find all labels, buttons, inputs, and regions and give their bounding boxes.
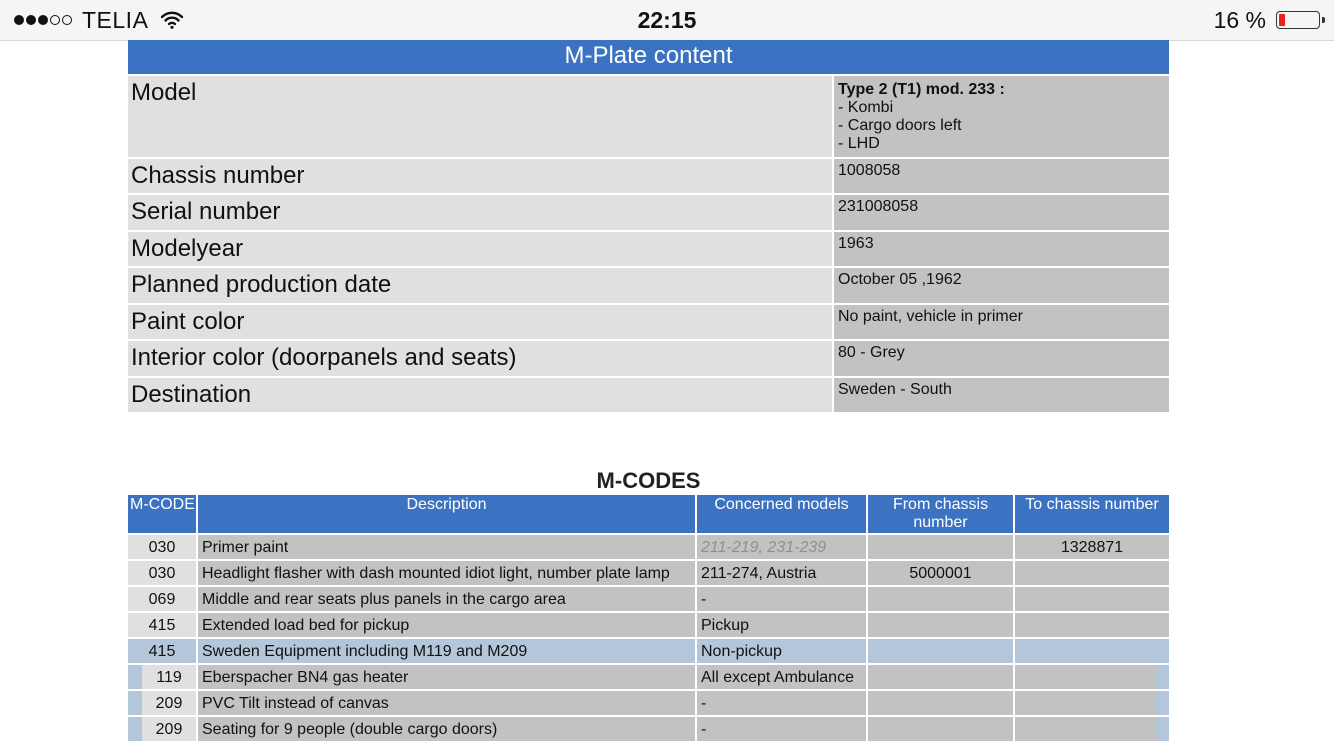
- from-chassis-cell: [868, 587, 1013, 611]
- plate-row-chassis: [128, 157, 1169, 193]
- status-bar: [0, 0, 1334, 41]
- plate-row-interior-color: [128, 339, 1169, 376]
- description-cell: Middle and rear seats plus panels in the cargo area: [198, 587, 695, 611]
- from-chassis-cell: [868, 535, 1013, 559]
- mcode-cell: [128, 665, 196, 689]
- group-indent-marker: [128, 665, 142, 689]
- model-heading: Type 2 (T1) mod. 233 :: [838, 81, 1005, 98]
- mcode-cell: 030: [128, 561, 196, 585]
- plate-label: Modelyear: [128, 232, 832, 266]
- plate-row-paint-color: [128, 303, 1169, 339]
- description-cell: Extended load bed for pickup: [198, 613, 695, 637]
- table-subrow: [128, 689, 1169, 715]
- plate-value: October 05 ,1962: [834, 268, 1169, 303]
- column-header-from-chassis: From chassis number: [868, 495, 1013, 533]
- battery-level: [1279, 14, 1285, 26]
- to-chassis-cell: 1328871: [1015, 535, 1169, 559]
- table-row: [128, 611, 1169, 637]
- description-cell: Eberspacher BN4 gas heater: [198, 665, 695, 689]
- mcode-cell: 069: [128, 587, 196, 611]
- table-subrow: [128, 663, 1169, 689]
- mcode-cell: [128, 717, 196, 741]
- models-cell: -: [697, 691, 866, 715]
- plate-label: Paint color: [128, 305, 832, 339]
- mcode-cell: 030: [128, 535, 196, 559]
- mcode-cell: 415: [128, 639, 196, 663]
- from-chassis-cell: 5000001: [868, 561, 1013, 585]
- description-cell: Sweden Equipment including M119 and M209: [198, 639, 695, 663]
- to-chassis-text: [1015, 691, 1153, 715]
- group-indent-marker: [128, 691, 142, 715]
- battery-tip: [1322, 17, 1325, 23]
- plate-row-model: [128, 74, 1169, 157]
- from-chassis-cell: [868, 665, 1013, 689]
- battery-percent: 16 %: [1213, 6, 1266, 33]
- mcode-cell: [128, 691, 196, 715]
- clock: 22:15: [637, 7, 697, 33]
- plate-value: Sweden - South: [834, 378, 1169, 412]
- m-plate-title: M-Plate content: [128, 40, 1169, 74]
- models-cell: All except Ambulance: [697, 665, 866, 689]
- plate-label: Interior color (doorpanels and seats): [128, 341, 832, 376]
- table-row-group-sweden[interactable]: [128, 637, 1169, 663]
- m-plate-table: [128, 40, 1169, 412]
- to-chassis-cell: [1015, 561, 1169, 585]
- mcode-text: 209: [155, 695, 183, 712]
- table-subrow: [128, 715, 1169, 741]
- mcode-text: 119: [156, 669, 182, 686]
- models-cell: Non-pickup: [697, 639, 866, 663]
- from-chassis-cell: [868, 639, 1013, 663]
- table-row: [128, 585, 1169, 611]
- column-header-description: Description: [198, 495, 695, 533]
- model-line: - LHD: [838, 135, 880, 152]
- plate-label: Serial number: [128, 195, 832, 230]
- plate-row-modelyear: [128, 230, 1169, 266]
- from-chassis-cell: [868, 691, 1013, 715]
- plate-label: Planned production date: [128, 268, 832, 303]
- group-edge-marker: [1155, 691, 1169, 715]
- mcode-text: 209: [155, 721, 183, 738]
- models-cell: Pickup: [697, 613, 866, 637]
- to-chassis-text: [1015, 717, 1153, 741]
- from-chassis-cell: [868, 613, 1013, 637]
- mcode-cell: 415: [128, 613, 196, 637]
- table-row: [128, 559, 1169, 585]
- model-line: - Cargo doors left: [838, 117, 962, 134]
- m-codes-table: [128, 495, 1169, 741]
- plate-value: 80 - Grey: [834, 341, 1169, 376]
- plate-value: No paint, vehicle in primer: [834, 305, 1169, 339]
- plate-value-model: [834, 76, 1169, 157]
- column-header-models: Concerned models: [697, 495, 866, 533]
- status-bar-right: [1214, 7, 1320, 33]
- to-chassis-cell: [1015, 717, 1169, 741]
- plate-label: Chassis number: [128, 159, 832, 193]
- description-cell: Headlight flasher with dash mounted idiot light, number plate lamp: [198, 561, 695, 585]
- description-cell: Primer paint: [198, 535, 695, 559]
- column-header-to-chassis: To chassis number: [1015, 495, 1169, 533]
- to-chassis-cell: [1015, 613, 1169, 637]
- models-cell: -: [697, 717, 866, 741]
- description-cell: PVC Tilt instead of canvas: [198, 691, 695, 715]
- plate-row-production-date: [128, 266, 1169, 303]
- group-edge-marker: [1155, 717, 1169, 741]
- to-chassis-cell: [1015, 639, 1169, 663]
- models-cell: -: [697, 587, 866, 611]
- plate-value: 1008058: [834, 159, 1169, 193]
- table-row: [128, 533, 1169, 559]
- models-cell: 211-219, 231-239: [697, 535, 866, 559]
- to-chassis-text: [1015, 665, 1153, 689]
- to-chassis-cell: [1015, 665, 1169, 689]
- plate-row-serial: [128, 193, 1169, 230]
- carrier-name: TELIA: [82, 6, 149, 33]
- from-chassis-cell: [868, 717, 1013, 741]
- plate-label: Destination: [128, 378, 832, 412]
- column-header-mcode: M-CODE: [128, 495, 196, 533]
- description-cell: Seating for 9 people (double cargo doors): [198, 717, 695, 741]
- model-line: - Kombi: [838, 99, 894, 116]
- m-codes-title: M-CODES: [596, 468, 701, 493]
- plate-label: Model: [128, 76, 832, 157]
- group-indent-marker: [128, 717, 142, 741]
- plate-value: 231008058: [834, 195, 1169, 230]
- m-codes-header-row: [128, 495, 1169, 533]
- group-edge-marker: [1155, 665, 1169, 689]
- battery-icon: [1276, 11, 1320, 29]
- to-chassis-cell: [1015, 587, 1169, 611]
- to-chassis-cell: [1015, 691, 1169, 715]
- plate-value: 1963: [834, 232, 1169, 266]
- models-cell: 211-274, Austria: [697, 561, 866, 585]
- plate-row-destination: [128, 376, 1169, 412]
